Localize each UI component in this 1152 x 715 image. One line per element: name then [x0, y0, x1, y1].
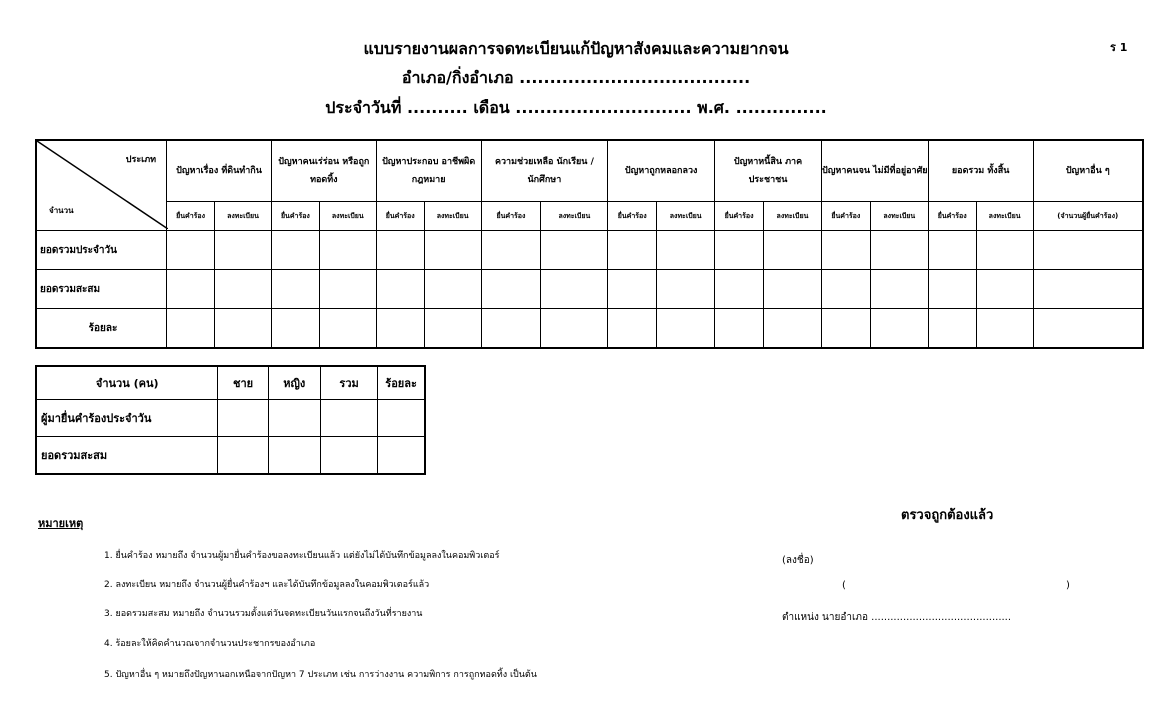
- sub-header-request: ยื่นคำร้อง: [928, 202, 976, 231]
- sub-header-register: ลงทะเบียน: [541, 202, 608, 231]
- corner-cell: [36, 140, 167, 231]
- form-code: ร 1: [1110, 41, 1128, 54]
- category-header: ปัญหาคนจน ไม่มีที่อยู่อาศัย: [821, 140, 928, 202]
- category-header: ความช่วยเหลือ นักเรียน / นักศึกษา: [481, 140, 608, 202]
- note-item: 5. ปัญหาอื่น ๆ หมายถึงปัญหานอกเหนือจากปัญหา 7 ประเภท เช่น การว่างงาน ความพิการ การถูกทอดทิ้ง เป็นต้น: [104, 670, 537, 680]
- verified-label: ตรวจถูกต้องแล้ว: [901, 508, 994, 523]
- sub-header-register: ลงทะเบียน: [424, 202, 481, 231]
- name-paren-close: ): [1066, 580, 1070, 591]
- sub-header-request: ยื่นคำร้อง: [715, 202, 764, 231]
- sub-header-request: ยื่นคำร้อง: [821, 202, 870, 231]
- note-item: 2. ลงทะเบียน หมายถึง จำนวนผู้ยื่นคำร้องฯ และได้บันทึกข้อมูลลงในคอมพิวเตอร์แล้ว: [104, 580, 430, 590]
- table-row: [36, 270, 1143, 309]
- category-header: ปัญหาหนี้สิน ภาคประชาชน: [715, 140, 822, 202]
- category-header: ปัญหาอื่น ๆ: [1033, 140, 1143, 202]
- name-paren-open: (: [842, 580, 846, 591]
- table-row: [36, 309, 1143, 349]
- sub-header-request: ยื่นคำร้อง: [376, 202, 424, 231]
- summary-header: ร้อยละ: [378, 366, 425, 400]
- sub-header-request: ยื่นคำร้อง: [481, 202, 541, 231]
- table-row: [36, 437, 425, 475]
- summary-row-label: ยอดรวมสะสม: [36, 437, 218, 475]
- notes-heading: หมายเหตุ: [38, 517, 84, 530]
- sub-header-register: ลงทะเบียน: [657, 202, 715, 231]
- note-item: 4. ร้อยละให้คิดคำนวณจากจำนวนประชากรของอำเภอ: [104, 639, 316, 649]
- summary-header: ชาย: [218, 366, 268, 400]
- sub-header-request: ยื่นคำร้อง: [271, 202, 319, 231]
- row-label-daily: ยอดรวมประจำวัน: [36, 231, 167, 270]
- table-row: [36, 400, 425, 437]
- category-header: ปัญหาถูกหลอกลวง: [608, 140, 715, 202]
- sub-header-register: ลงทะเบียน: [319, 202, 376, 231]
- table-row: [36, 231, 1143, 270]
- sub-header-register: ลงทะเบียน: [976, 202, 1033, 231]
- category-header: ปัญหาประกอบ อาชีพผิดกฎหมาย: [376, 140, 481, 202]
- main-report-table: [35, 139, 1144, 349]
- sub-header-request: ยื่นคำร้อง: [167, 202, 215, 231]
- district-line: อำเภอ/กิ่งอำเภอ ......................................: [401, 68, 751, 87]
- summary-header: จำนวน (คน): [36, 366, 218, 400]
- category-header: ปัญหาคนเร่ร่อน หรือถูกทอดทิ้ง: [271, 140, 376, 202]
- summary-row-label: ผู้มายื่นคำร้องประจำวัน: [36, 400, 218, 437]
- corner-type-label: ประเภท: [125, 155, 157, 165]
- row-label-cumulative: ยอดรวมสะสม: [36, 270, 167, 309]
- sub-header-other: (จำนวนผู้ยื่นคำร้อง): [1033, 202, 1143, 231]
- category-header: ยอดรวม ทั้งสิ้น: [928, 140, 1033, 202]
- sub-header-request: ยื่นคำร้อง: [608, 202, 657, 231]
- summary-header: หญิง: [268, 366, 320, 400]
- signature-label: (ลงชื่อ): [782, 555, 814, 566]
- sub-header-register: ลงทะเบียน: [870, 202, 928, 231]
- summary-table: [35, 365, 426, 475]
- report-title: แบบรายงานผลการจดทะเบียนแก้ปัญหาสังคมและความยากจน: [363, 39, 789, 58]
- row-label-percent: ร้อยละ: [36, 309, 167, 349]
- category-header: ปัญหาเรื่อง ที่ดินทำกิน: [167, 140, 272, 202]
- note-item: 1. ยื่นคำร้อง หมายถึง จำนวนผู้มายื่นคำร้องขอลงทะเบียนแล้ว แต่ยังไม่ได้บันทึกข้อมูลลงในคอมพิวเตอร์: [104, 551, 500, 561]
- sub-header-register: ลงทะเบียน: [764, 202, 822, 231]
- note-item: 3. ยอดรวมสะสม หมายถึง จำนวนรวมตั้งแต่วันจดทะเบียนวันแรกจนถึงวันที่รายงาน: [104, 609, 423, 619]
- sub-header-register: ลงทะเบียน: [215, 202, 272, 231]
- position-line: ตำแหน่ง นายอำเภอ ............................................: [782, 612, 1012, 623]
- summary-header: รวม: [320, 366, 377, 400]
- date-line: ประจำวันที่ .......... เดือน ............................. พ.ศ. ...............: [325, 98, 827, 117]
- corner-count-label: จำนวน: [49, 206, 74, 215]
